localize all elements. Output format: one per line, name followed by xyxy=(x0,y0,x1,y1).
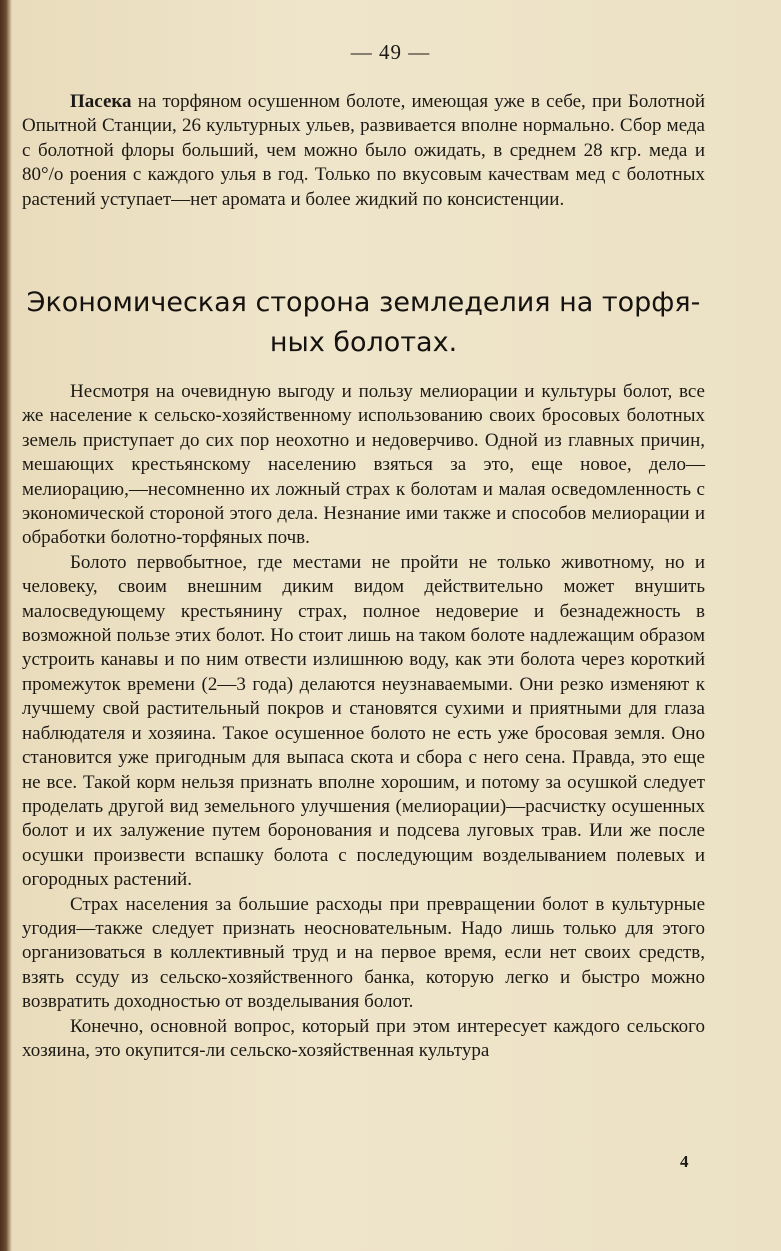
section-heading xyxy=(22,283,705,363)
signature-mark: 4 xyxy=(680,1152,689,1171)
intro-text: на торфяном осушенном болоте, имеющая уже в себе, при Болотной Опытной Станции, 26 культурных ульев, развивается вполне нормально. Сбор меда с болотной флоры больший, чем можно было ожидать, в среднем 28 кгр. меда и 80°/о роения с каждого улья в год. Только по вкусовым качествам мед с болотных растений уступает—нет аромата и более жидкий по консистенции. xyxy=(22,91,705,210)
paragraph-3: Страх населения за большие расходы при превращении болот в культурные угодия—также следует признать неосновательным. Надо лишь только для этого организоваться в коллективный труд и на первое время, если нет своих средств, взять ссуду из сельско-хозяйственного банка, которую легко и быстро можно возвратить доходностью от возделывания болот. xyxy=(22,893,705,1013)
paragraph-4: Конечно, основной вопрос, который при этом интересует каждого сельского хозяина, это окупится-ли сельско-хозяйственная культура xyxy=(22,1015,705,1061)
body-text xyxy=(22,380,705,1063)
paragraph-1: Несмотря на очевидную выгоду и пользу мелиорации и культуры болот, все же население к сельско-хозяйственному использованию своих бросовых болотных земель приступает до сих пор неохотно и недоверчиво. Одной из главных причин, мешающих крестьянскому населению взяться за это, еще новое, дело—мелиорацию,—несомненно их ложный страх к болотам и малая осведомленность с экономической стороной этого дела. Незнание ими также и способов мелиорации и обработки болотно-торфяных почв. xyxy=(22,381,705,549)
heading-line-1: Экономическая сторона земледелия на торфя- xyxy=(26,287,701,318)
paragraph-2: Болото первобытное, где местами не пройти не только животному, но и человеку, своим внешним диким видом действительно может внушить малосведующему крестьянину страх, полное недоверие и безнадежность в возможной пользе этих болот. Но стоит лишь на таком болоте надлежащим образом устроить канавы и по ним отвести излишнюю воду, как эти болота через короткий промежуток времени (2—3 года) делаются неузнаваемыми. Они резко изменяют к лучшему свой растительный покров и становятся сухими и приятными для глаза наблюдателя и хозяина. Такое осушенное болото не есть уже бросовая земля. Оно становится уже пригодным для выпаса скота и сбора с него сена. Правда, это еще не все. Такой корм нельзя признать вполне хорошим, и потому за осушкой следует проделать другой вид земельного улучшения (мелиорации)—расчистку осушенных болот и их залужение путем боронования и подсева луговых трав. Или же после осушки произвести вспашку болота с последующим возделыванием полевых и огородных растений. xyxy=(22,551,705,891)
intro-paragraph xyxy=(22,90,705,212)
intro-lead-word: Пасека xyxy=(70,91,132,112)
heading-line-2: ных болотах. xyxy=(269,327,458,358)
page-number: — 49 — xyxy=(350,40,431,64)
